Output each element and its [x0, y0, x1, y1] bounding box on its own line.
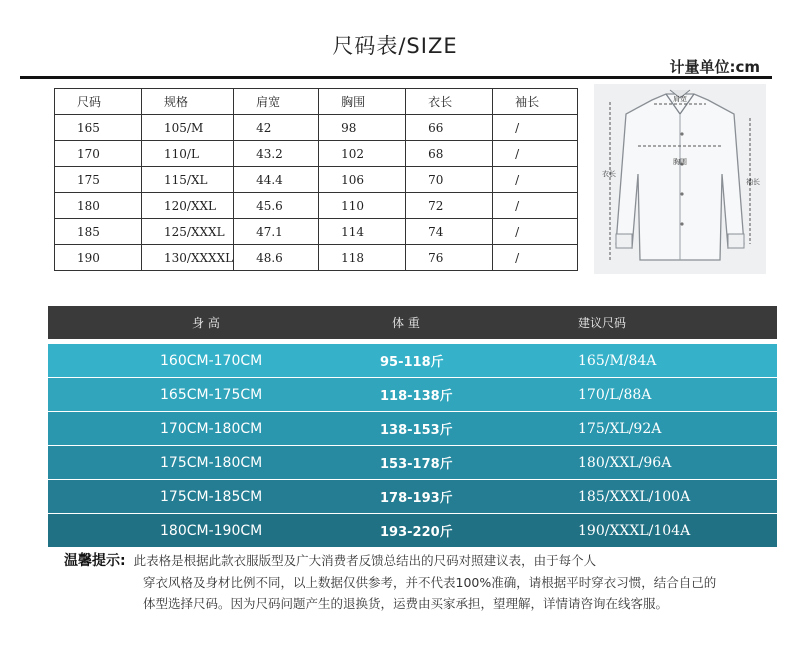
header-size: 尺码	[55, 89, 142, 115]
cell-size: 190	[55, 245, 142, 271]
table-row	[48, 446, 777, 479]
shirt-measurement-diagram	[594, 84, 766, 274]
cell-height: 175CM-180CM	[160, 454, 263, 471]
cell-chest: 114	[319, 219, 406, 245]
cell-sleeve: /	[493, 141, 578, 167]
cell-suggested-size: 175/XL/92A	[578, 420, 662, 437]
cell-chest: 102	[319, 141, 406, 167]
note-line	[64, 550, 776, 572]
cell-weight: 118-138斤	[380, 389, 453, 404]
cell-length: 66	[406, 115, 493, 141]
cell-shoulder: 42	[234, 115, 319, 141]
table-row	[48, 480, 777, 513]
cell-spec: 115/XL	[142, 167, 234, 193]
unit-label: 计量单位:cm	[669, 58, 760, 76]
header-sleeve: 袖长	[493, 89, 578, 115]
note-label: 温馨提示:	[64, 553, 126, 569]
note-line: 穿衣风格及身材比例不同，以上数据仅供参考，并不代表100%准确，请根据平时穿衣习惯，结合自己的	[143, 575, 717, 590]
table-row	[55, 219, 578, 245]
shirt-icon	[594, 84, 766, 274]
cell-shoulder: 47.1	[234, 219, 319, 245]
size-table	[54, 88, 578, 271]
cell-spec: 125/XXXL	[142, 219, 234, 245]
cell-suggested-size: 190/XXXL/104A	[578, 522, 691, 539]
cell-weight: 178-193斤	[380, 491, 453, 506]
cell-length: 72	[406, 193, 493, 219]
cell-shoulder: 43.2	[234, 141, 319, 167]
note-line: 体型选择尺码。因为尺码问题产生的退换货，运费由买家承担，望理解，详情请咨询在线客服。	[143, 596, 669, 611]
title-divider	[20, 76, 772, 79]
cell-weight: 153-178斤	[380, 457, 453, 472]
cell-length: 74	[406, 219, 493, 245]
cell-sleeve: /	[493, 245, 578, 271]
table-row	[55, 141, 578, 167]
header-shoulder: 肩宽	[234, 89, 319, 115]
table-row	[48, 412, 777, 445]
cell-sleeve: /	[493, 219, 578, 245]
header-suggested-size: 建议尺码	[578, 316, 627, 330]
diagram-label-shoulder: 肩宽	[673, 95, 687, 103]
size-tip-note	[64, 550, 776, 614]
header-weight: 体 重	[392, 316, 420, 330]
cell-sleeve: /	[493, 115, 578, 141]
cell-size: 175	[55, 167, 142, 193]
cell-size: 165	[55, 115, 142, 141]
cell-weight: 95-118斤	[380, 355, 444, 370]
diagram-label-sleeve: 袖长	[746, 178, 760, 186]
table-row	[55, 245, 578, 271]
table-row	[55, 167, 578, 193]
cell-suggested-size: 180/XXL/96A	[578, 454, 672, 471]
header-length: 衣长	[406, 89, 493, 115]
cell-chest: 118	[319, 245, 406, 271]
cell-weight: 138-153斤	[380, 423, 453, 438]
cell-suggested-size: 170/L/88A	[578, 386, 652, 403]
cell-shoulder: 45.6	[234, 193, 319, 219]
table-row	[48, 378, 777, 411]
table-row	[55, 193, 578, 219]
cell-size: 180	[55, 193, 142, 219]
table-row	[48, 344, 777, 377]
cell-size: 185	[55, 219, 142, 245]
cell-height: 160CM-170CM	[160, 352, 263, 369]
table-row	[55, 115, 578, 141]
cell-sleeve: /	[493, 193, 578, 219]
cell-height: 180CM-190CM	[160, 522, 263, 539]
cell-shoulder: 44.4	[234, 167, 319, 193]
header-chest: 胸围	[319, 89, 406, 115]
cell-suggested-size: 185/XXXL/100A	[578, 488, 691, 505]
table-row	[48, 514, 777, 547]
cell-chest: 106	[319, 167, 406, 193]
cell-height: 170CM-180CM	[160, 420, 263, 437]
cell-weight: 193-220斤	[380, 525, 453, 540]
diagram-label-chest: 胸围	[673, 158, 687, 166]
diagram-label-length: 衣长	[602, 170, 616, 178]
cell-spec: 105/M	[142, 115, 234, 141]
recommendation-header-row	[48, 306, 777, 339]
cell-length: 76	[406, 245, 493, 271]
size-table-header-row	[55, 89, 578, 115]
cell-spec: 130/XXXXL	[142, 245, 234, 271]
cell-height: 175CM-185CM	[160, 488, 263, 505]
cell-spec: 120/XXL	[142, 193, 234, 219]
cell-suggested-size: 165/M/84A	[578, 352, 657, 369]
note-text: 此表格是根据此款衣服版型及广大消费者反馈总结出的尺码对照建议表，由于每个人	[133, 553, 597, 568]
header-height: 身 高	[192, 316, 220, 330]
page-title: 尺码表/SIZE	[332, 34, 458, 58]
header-spec: 规格	[142, 89, 234, 115]
cell-chest: 110	[319, 193, 406, 219]
size-recommendation-table	[48, 306, 777, 548]
cell-size: 170	[55, 141, 142, 167]
cell-length: 70	[406, 167, 493, 193]
cell-chest: 98	[319, 115, 406, 141]
cell-length: 68	[406, 141, 493, 167]
cell-sleeve: /	[493, 167, 578, 193]
cell-shoulder: 48.6	[234, 245, 319, 271]
cell-height: 165CM-175CM	[160, 386, 263, 403]
cell-spec: 110/L	[142, 141, 234, 167]
